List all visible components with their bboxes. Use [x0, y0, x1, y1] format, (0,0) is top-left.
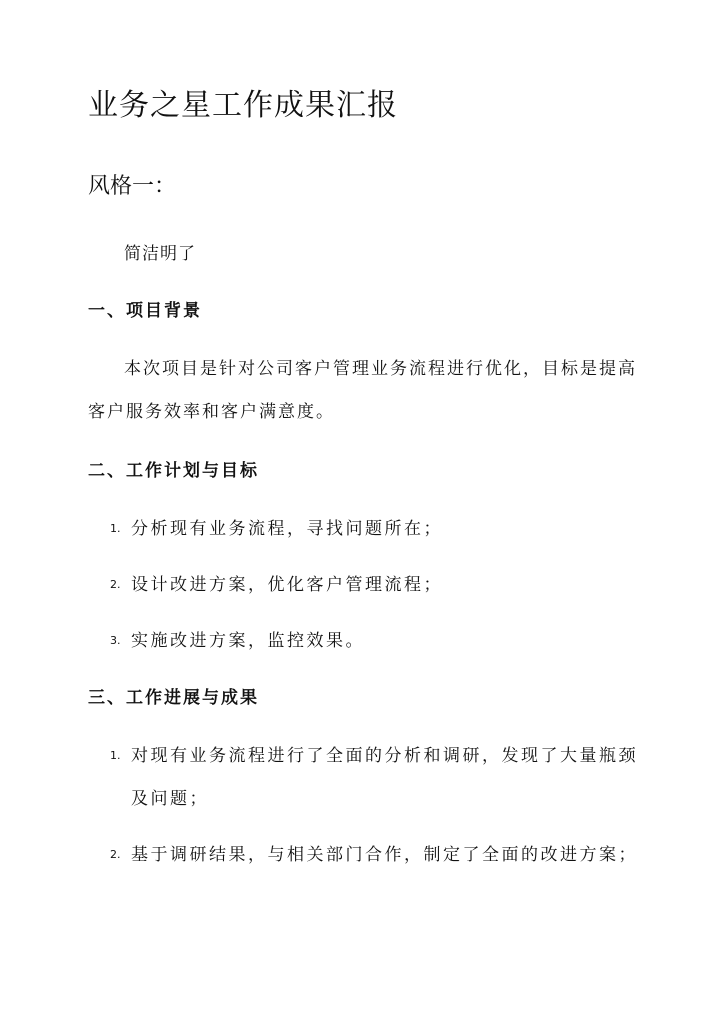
style-heading: 风格一：	[88, 174, 177, 199]
progress-item-text: 基于调研结果，与相关部门合作，制定了全面的改进方案；	[131, 845, 638, 865]
plan-item-text: 实施改进方案，监控效果。	[131, 631, 365, 651]
progress-item-text-line-1: 对现有业务流程进行了全面的分析和调研，发现了大量瓶颈	[131, 746, 638, 766]
document-title: 业务之星工作成果汇报	[88, 88, 398, 123]
section-heading-progress: 三、工作进展与成果	[88, 688, 259, 708]
background-paragraph-line-1: 本次项目是针对公司客户管理业务流程进行优化，目标是提高	[124, 359, 637, 379]
section-heading-plan: 二、工作计划与目标	[88, 461, 259, 481]
background-paragraph-line-2: 客户服务效率和客户满意度。	[88, 402, 335, 422]
plan-item-number: 3.	[110, 634, 121, 647]
plan-item-text: 设计改进方案，优化客户管理流程；	[131, 575, 443, 595]
progress-item-number: 2.	[110, 848, 121, 861]
plan-item-text: 分析现有业务流程，寻找问题所在；	[131, 519, 443, 539]
plan-item-number: 2.	[110, 578, 121, 591]
progress-item-text-line-2: 及问题；	[131, 789, 209, 809]
section-heading-background: 一、项目背景	[88, 301, 202, 321]
progress-item-number: 1.	[110, 749, 121, 762]
plan-item-number: 1.	[110, 522, 121, 535]
style-subtitle: 简洁明了	[124, 244, 196, 264]
